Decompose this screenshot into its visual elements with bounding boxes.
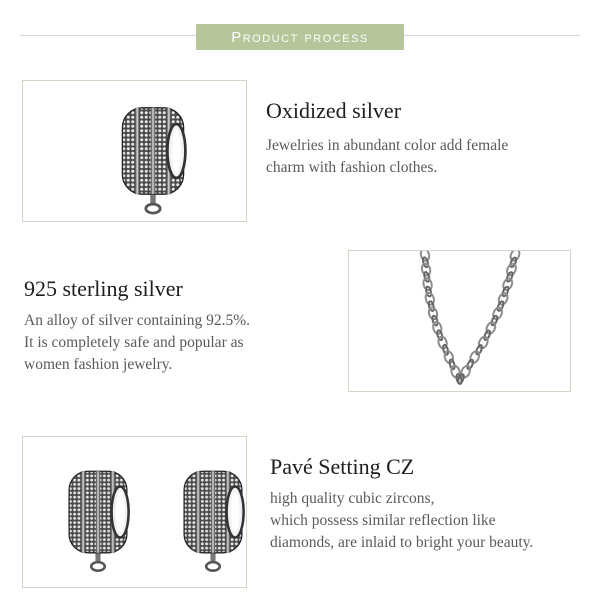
section-desc-1 [266, 135, 508, 179]
header-rule-left [20, 35, 196, 36]
section-desc-2 [24, 310, 250, 376]
section-desc-2-line-2: It is completely safe and popular as [24, 334, 244, 351]
section-title-3: Pavé Setting CZ [270, 454, 415, 479]
section-desc-3-line-1: high quality cubic zircons, [270, 490, 435, 507]
two-charm-beads-icon [23, 437, 246, 587]
section-title-1: Oxidized silver [266, 98, 402, 123]
section-title-2: 925 sterling silver [24, 276, 183, 301]
product-image-frame-2 [348, 250, 571, 392]
product-image-frame-3 [22, 436, 247, 588]
product-image-frame-1 [22, 80, 247, 222]
section-desc-2-line-3: women fashion jewelry. [24, 356, 173, 373]
chain-link [422, 277, 433, 291]
section-desc-1-line-2: charm with fashion clothes. [266, 159, 438, 176]
section-banner: Product process [196, 24, 404, 50]
charm-bead-icon [23, 81, 246, 221]
chain-link [477, 335, 489, 349]
chain-link [421, 263, 432, 277]
chain-link [496, 301, 504, 312]
section-desc-3-line-3: diamonds, are inlaid to bright your beauty. [270, 534, 534, 551]
chain-link [460, 365, 472, 379]
chain-link [469, 350, 481, 364]
section-desc-3 [270, 488, 533, 554]
section-desc-2-line-1: An alloy of silver containing 92.5%. [24, 312, 250, 329]
chain-link [505, 263, 517, 277]
section-desc-3-line-2: which possess similar reflection like [270, 512, 496, 529]
section-desc-1-line-1: Jewelries in abundant color add female [266, 137, 509, 154]
header-rule-right [404, 35, 580, 36]
chain-icon [349, 251, 570, 391]
chain-link [420, 251, 431, 262]
